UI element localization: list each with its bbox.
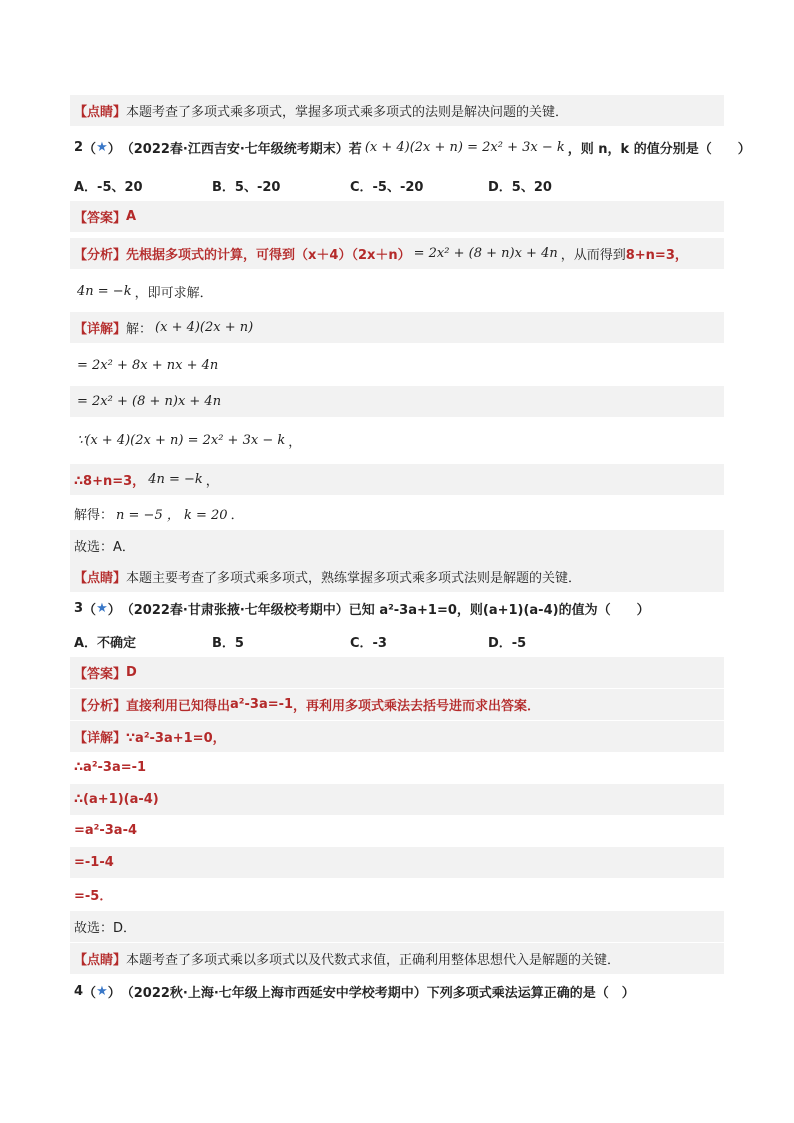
step-2: = 2x² + (8 + n)x + 4n bbox=[70, 386, 724, 417]
question-2-options bbox=[70, 170, 724, 201]
option-b: B．5、-20 bbox=[212, 180, 281, 195]
step-4: =-1-4 bbox=[70, 847, 724, 878]
question-number: 4 bbox=[74, 984, 84, 999]
answer-value: A bbox=[126, 209, 137, 224]
option-a: A．不确定 bbox=[74, 636, 137, 651]
star-icon: ★ bbox=[96, 984, 108, 999]
note-row: 【点睛】 本题考查了多项式乘以多项式以及代数式求值，正确利用整体思想代入是解题的关键． bbox=[70, 943, 724, 974]
question-number: 3 bbox=[74, 601, 84, 616]
note-text: 本题考查了多项式乘多项式，掌握多项式乘多项式的法则是解决问题的关键． bbox=[126, 105, 569, 120]
step-4: ∴8+n=3， 4n = −k ， bbox=[70, 464, 724, 495]
option-a: A．-5、20 bbox=[74, 180, 143, 195]
question-number: 2 bbox=[74, 140, 84, 155]
option-d: D．5、20 bbox=[488, 180, 552, 195]
option-c: C．-3 bbox=[350, 636, 387, 651]
question-source: （2022春·甘肃张掖·七年级校考期中） bbox=[120, 603, 349, 618]
step-3: =a²-3a-4 bbox=[74, 823, 138, 838]
detail-row: 【详解】 解： (x + 4)(2x + n) bbox=[70, 312, 724, 343]
top-note bbox=[70, 95, 724, 126]
answer-row: 【答案】 A bbox=[70, 201, 724, 232]
option-c: C．-5、-20 bbox=[350, 180, 424, 195]
answer-value: D bbox=[126, 665, 137, 680]
question-3-stem: 3 （ ★ ） （2022春·甘肃张掖·七年级校考期中） 已知 a²-3a+1=0，则(a+1)(a-4)的值为（ ） bbox=[74, 601, 650, 618]
analysis-row: 【分析】 直接利用已知得出 a²-3a=-1 ，再利用多项式乘法去括号进而求出答案． bbox=[70, 689, 724, 720]
step-5: =-5． bbox=[74, 889, 113, 904]
star-icon: ★ bbox=[96, 140, 108, 155]
option-b: B．5 bbox=[212, 636, 244, 651]
equation: (x + 4)(2x + n) = 2x² + 3x − k bbox=[364, 140, 565, 155]
step-5: 解得： n = −5 ， k = 20 ． bbox=[74, 508, 244, 523]
step-3: ∵(x + 4)(2x + n) = 2x² + 3x − k ， bbox=[77, 433, 302, 450]
analysis-row-2: 4n = −k ，即可求解． bbox=[77, 284, 213, 301]
question-source: （2022秋·上海·七年级上海市西延安中学校考期中） bbox=[120, 986, 427, 1001]
analysis-row: 【分析】 先根据多项式的计算，可得到（x＋4）（2x＋n） = 2x² + (8 + n)x + 4n ，从而得到 8+n=3， bbox=[70, 238, 724, 269]
choose-row: 故选：A． bbox=[70, 530, 724, 561]
option-d: D．-5 bbox=[488, 636, 527, 651]
star-icon: ★ bbox=[96, 601, 108, 616]
choose-row: 故选：D． bbox=[70, 911, 724, 942]
question-3-options bbox=[70, 626, 724, 657]
note-tag: 【点睛】 bbox=[74, 105, 127, 120]
question-source: （2022春·江西吉安·七年级统考期末） bbox=[120, 142, 349, 157]
step-1: = 2x² + 8x + nx + 4n bbox=[77, 358, 219, 373]
answer-row: 【答案】 D bbox=[70, 657, 724, 688]
question-4-stem: 4 （ ★ ） （2022秋·上海·七年级上海市西延安中学校考期中） 下列多项式乘法运算正确的是（ ） bbox=[74, 984, 635, 1001]
note-row: 【点睛】 本题主要考查了多项式乘多项式，熟练掌握多项式乘多项式法则是解题的关键． bbox=[70, 561, 724, 592]
detail-row: 【详解】 ∵a²-3a+1=0， bbox=[70, 721, 724, 752]
question-2-stem: 2 （ ★ ） （2022春·江西吉安·七年级统考期末） 若 (x + 4)(2x + n) = 2x² + 3x − k ，则 n，k 的值分别是（ ） bbox=[74, 140, 751, 157]
step-1: ∴a²-3a=-1 bbox=[74, 760, 147, 775]
step-2: ∴(a+1)(a-4) bbox=[70, 784, 724, 815]
